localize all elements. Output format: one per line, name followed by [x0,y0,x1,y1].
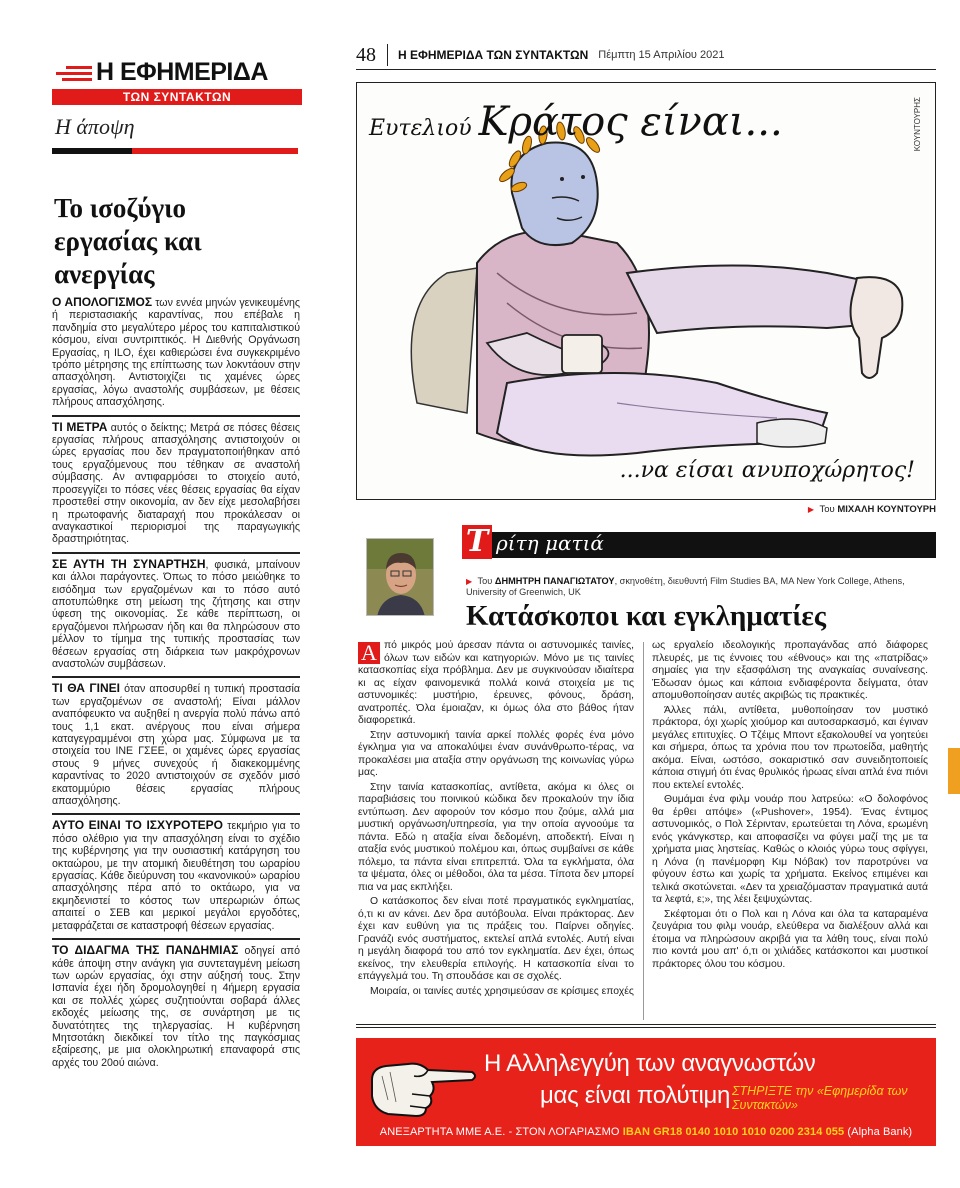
ad-account-label: ΑΝΕΞΑΡΤΗΤΑ ΜΜΕ Α.Ε. - ΣΤΟΝ ΛΟΓΑΡΙΑΣΜΟ [379,1126,620,1138]
paragraph-lead: ΤΙ ΘΑ ΓΙΝΕΙ [52,681,120,696]
column-label-text: ρίτη ματιά [496,531,604,555]
cartoon-drawing [357,83,936,500]
bank-name: (Alpha Bank) [847,1126,913,1138]
section-divider [52,148,298,154]
column-paragraph [358,640,634,728]
column-paragraph: ως εργαλείο ιδεολογικής προπαγάνδας από διάφορες πλευρές, με τις έννοιες του «έθνους» και της «πατρίδας» σημαίες για την εξασφάλιση της αναγκαίας συναίνεσης. Έδωσαν όμως και κάποια ενδιαφέροντα δείγματα, όταν απομυθοποίησαν αυτές ακριβώς τις πρακτικές. [652,640,928,701]
masthead [52,58,302,105]
triangle-icon: ▶ [807,505,815,514]
masthead-title: Η ΕΦΗΜΕΡΙΔΑ [96,58,268,86]
paper-name: Η ΕΦΗΜΕΡΙΔΑ ΤΩΝ ΣΥΝΤΑΚΤΩΝ [398,47,589,62]
left-paragraph [52,552,300,671]
ad-headline-1: Η Αλληλεγγύη των αναγνωστών [484,1050,816,1077]
iban-number: GR18 0140 1010 1010 0200 2314 055 [653,1126,845,1138]
cartoon-caption-top [369,99,783,145]
column-paragraph: Σκέφτομαι ότι ο Πολ και η Λόνα και όλα τα καταραμένα ζευγάρια του φιλμ νουάρ, ελεύθερα να διαλέξουν αλλά και έτοιμα να πληρώσουν ακριβά για τα λάθη τους, είναι πολύ πιο κοντά μου απ' ό,τι οι χιλιάδες κατάσκοποι και μυστικοί πράκτορες όλου του κόσμου. [652,908,928,970]
solidarity-ad [356,1038,936,1146]
ad-headline-2: μας είναι πολύτιμη [540,1082,731,1109]
column-label [462,524,604,559]
page-header [356,40,936,70]
author-photo [366,538,434,616]
paragraph-text: οδηγεί από κάθε άποψη στην ανάγκη για συντεταγμένη μείωση των ωρών εργασίας, όχι στην αύξησή τους. Στην Ισπανία έχει ήδη δρομολογηθεί η 4ήμερη εργασία και σε πολλές χώρες συζητιούνται σοβαρά άλλες εκδοχές μείωσης της, σε συνάρτηση με τις δυνατότητες της τηλεργασίας. Η κυβέρνηση Μητσοτάκη διεκδικεί τον τίτλο της παγκόσμιας εξαίρεσης, με μια ολοκληρωτική επαναφορά στις αρχές του 20ού αιώνα. [52,945,301,1069]
column-label-initial: Τ [462,525,492,559]
cartoon-caption-bottom: ...να είσαι ανυποχώρητος! [619,458,915,483]
cartoon-caption-big: Κράτος είναι... [478,99,783,145]
column-paragraph: Ο κατάσκοπος δεν είναι ποτέ πραγματικός εγκληματίας, ό,τι κι αν κάνει. Δεν δρα αυτόβουλα. Είναι πράκτορας. Δεν έχει καν ευθύνη για τις πράξεις του. Παίρνει οδηγίες. Γρανάζι ενός συστήματος, εκτελεί απλά εντολές. Αυτή είναι η μεγάλη διαφορά του από τον εγκληματία. Δεν έχει, όπως εκείνος, την ελευθερία επιλογής. Η κατασκοπία είναι το επάγγελμά του. Τη σπουδάσε και σε σχολές. [358,896,634,982]
masthead-subtitle: ΤΩΝ ΣΥΝΤΑΚΤΩΝ [52,89,302,105]
paragraph-lead: Ο ΑΠΟΛΟΓΙΣΜΟΣ [52,295,153,309]
left-paragraph [52,415,300,546]
byline-author: ΔΗΜΗΤΡΗ ΠΑΝΑΓΙΩΤΑΤΟΥ [494,576,615,586]
paragraph-text: αυτός ο δείκτης; Μετρά σε πόσες θέσεις εργασίας πλήρους απασχόλησης αντιστοιχούν οι ώρες εργασίας που δεν πραγματοποιήθηκαν από τους εργαζόμενους που τέθηκαν σε αναστολή σύμβασης. Αν αντιφαρμόσει το στοιχείο αυτό, προσεγγίζει το πόσες νέες θέσεις εργασίας θα είχαν προστεθεί στην οικονομία, αν δεν είχε μεσολαβήσει η πρωτοφανής διαταραχή που προκάλεσαν οι αναγκαστικοί περιορισμοί της παραγωγικής δραστηριότητας. [52,421,300,546]
column-divider [643,642,644,1020]
left-paragraph [52,813,300,932]
section-label: Η άποψη [55,114,135,139]
paragraph-lead: ΤΟ ΔΙΔΑΓΜΑ ΤΗΣ ΠΑΝΔΗΜΙΑΣ [52,943,239,958]
page-number: 48 [356,44,388,66]
paragraph-lead: ΣΕ ΑΥΤΗ ΤΗ ΣΥΝΑΡΤΗΣΗ [52,556,206,571]
column-paragraph: Θυμάμαι ένα φιλμ νουάρ που λατρεύω: «Ο δολοφόνος θα έρθει απόψε» («Pushover», 1954). Ένας έντιμος αστυνομικός, ο Πολ Σέρινταν, ερωτεύεται τη Λόνα, ερωμένη ενός γκάνγκστερ, και αποφασίζει να φύγει μαζί της με τα χρήματα μιας ληστείας. Καθώς ο κλοιός γύρω τους σφίγγει, η Λόνα (η πανέμορφη Κιμ Νόβακ) τον παροτρύνει να φύγουν έστω και χωρίς τα χρήματα. Εκείνος επιμένει και τελικά σκοτώνεται. «Δεν τα χρειαζόμασταν πραγματικά αυτά τα λεφτά, ε;», της λέει ξεψυχώντας. [652,794,928,905]
paragraph-text: , φυσικά, μπαίνουν και άλλοι παράγοντες. Όπως το πόσο μειώθηκε το εισόδημα των εργαζομένων και το πόσο αυτό αποτυπώθηκε στη μείωση της ζήτησης και στην ύφεση της οικονομίας. Σε κάθε περίπτωση, οι εργαζόμενοι πλήρωσαν ήδη και θα πληρώσουν στο μέλλον το τίμημα της τυπικής προστασίας των θέσεων εργασίας στη διάρκεια των μακρόχρονων αναστολών συμβάσεων. [52,558,300,670]
triangle-icon: ▶ [466,577,473,586]
speed-lines-icon [52,64,92,82]
page-edge-tab [948,748,960,794]
paragraph-text: των εννέα μηνών γενικευμένης ή περιστασιακής καραντίνας, που επέβαλε η πανδημία στο μεγαλύτερο μέρος του καπιταλιστικού κόσμου, είναι συντριπτικός. Η Διεθνής Οργάνωση Εργασίας, η ILO, έχει καθιερώσει ένα συγκεκριμένο τρόπο μέτρησης της επίπτωσης των λοκντάουν στην απασχόληση. Αντιστοιχίζει τις χαμένες ώρες εργασίας, λόγω αναστολής συμβάσεων, με θέσεις πλήρους απασχόλησης. [52,297,300,409]
pointing-hand-icon [368,1050,480,1120]
column-text-1 [358,640,634,1000]
credit-prefix: Του [819,504,835,515]
ad-footer [356,1126,936,1138]
column-paragraph: Στην αστυνομική ταινία αρκεί πολλές φορές ένα μόνο έγκλημα για να αποκαλύψει έναν συνάνθρωπο-τέρας, να προκαλέσει μια αταξία στην οργάνωση της κοινωνίας γύρω μας. [358,729,634,778]
paragraph-lead: ΤΙ ΜΕΤΡΑ [52,419,108,434]
ad-call-to-action: ΣΤΗΡΙΞΤΕ την «Εφημερίδα των Συντακτών» [732,1084,908,1112]
byline [466,576,936,598]
left-paragraph [52,938,300,1069]
cartoon-credit [356,504,936,515]
divider [356,1024,936,1028]
column-title: Κατάσκοποι και εγκληματίες [466,600,826,632]
column-paragraph: Μοιραία, οι ταινίες αυτές χρησιμεύσαν σε κρίσιμες εποχές [370,985,634,997]
drop-cap: Α [358,642,380,664]
cartoon [356,82,936,500]
paragraph-text: όταν αποσυρθεί η τυπική προστασία των εργαζομένων σε αναστολή; Είναι μάλλον αναπόφευκτο να αυξηθεί η ανεργία πολύ πάνω από τους 1,1 εκατ. ανέργους που είναι σήμερα καταγεγραμμένοι στη χώρα μας. Σύμφωνα με τα στοιχεία του ΙΝΕ ΓΣΕΕ, οι χαμένες ώρες εργασίας στους 9 μήνες συνεχούς ή διακεκομμένης καραντίνας το 2020 αντιστοιχούν σε σχεδόν μισό εκατομμύριο θέσεις εργασίας πλήρους απασχόλησης. [52,683,301,808]
byline-bio: , σκηνοθέτη, διευθυντή Film Studies BA, MA New York College, Athens, University of Greenwich, UK [466,576,905,597]
paragraph-text: πό μικρός μού άρεσαν πάντα οι αστυνομικές ταινίες, όλων των ειδών και κατηγοριών. Μόνο με τις ταινίες κατασκοπίας είχα πρόβλημα. Δεν με συγκινούσαν ιδιαίτερα κι ας είχαν φαινομενικά πολλά κοινά στοιχεία με τις αστυνομικές: μυστήριο, έρευνες, φόνους, δράση, ανατροπές. Όλα έμοιαζαν, κι όμως όλα στο βάθος ήταν διαφορετικά. [358,640,634,726]
paragraph-lead: ΑΥΤΟ ΕΙΝΑΙ ΤΟ ΙΣΧΥΡΟΤΕΡΟ [52,818,224,833]
column-paragraph: Άλλες πάλι, αντίθετα, μυθοποίησαν τον μυστικό πράκτορα, όχι χωρίς χιούμορ και αυτοσαρκασμό, και έγιναν μεγάλες επιτυχίες. Ο Τζέιμς Μποντ εξακολουθεί να γοητεύει και σήμερα, όπως τα χρόνια που τον πρωτοείδα, μαθητής ακόμα. Είναι, ωστόσο, σοκαριστικό σαν συνειδητοποιείς κάποια στιγμή ότι ένας θρυλικός ήρωας είναι απλά ένα πιόνι που εκτελεί εντολές. [652,704,928,791]
column-paragraph: Στην ταινία κατασκοπίας, αντίθετα, ακόμα κι όλες οι παραβιάσεις του ποινικού κώδικα δεν προκαλούν την ίδια εντύπωση. Δεν αφορούν τον κόσμο που ζούμε, αλλά μια μυστική οργάνωση/υπηρεσία, για την οποία αγνοούμε τα πάντα. Εδώ η αταξία είναι δεδομένη, αποδεκτή. Είναι η αταξία ενός μυστικού πολέμου και, όπως συμβαίνει σε κάθε πόλεμο, τα πάντα είναι επιτρεπτά. Όλα τα εγκλήματα, όλα τα ψέματα, όλες οι μέθοδοι, όλα τα μέσα. Τίποτα δεν μπορεί πια να μας εκπλήξει. [358,781,634,893]
credit-name: ΜΙΧΑΛΗ ΚΟΥΝΤΟΥΡΗ [837,504,936,515]
cartoon-signature: ΚΟΥΝΤΟΥΡΗΣ [913,97,922,152]
left-paragraph [52,296,300,409]
byline-prefix: Του [477,576,493,586]
cartoon-caption-small: Ευτελιού [369,116,472,141]
left-paragraph [52,676,300,807]
issue-date: Πέμπτη 15 Απριλίου 2021 [598,48,725,61]
paragraph-text: τεκμήριο για το πόσο ολέθριο για την απασχόληση είναι το σχέδιο της κυβέρνησης για την ουσιαστική κατάργηση του οκταώρου, με την ατομική διευθέτηση του ωραρίου εργασίας. Κάθε διεύρυνση του «κανονικού» ωραρίου απασχόλησης πέρα από το οκτάωρο, για να εκμηδενιστεί το κόστος των υπερωριών όπως απαιτεί ο ΣΕΒ και μερικοί μεγάλοι εργοδότες, μεταφράζεται σε καταστροφή θέσεων εργασίας. [52,820,300,932]
left-article-title: Το ισοζύγιο εργασίας και ανεργίας [54,193,202,289]
left-article-body [52,296,300,1073]
column-text-2 [652,640,928,973]
iban-label: IBAN [622,1126,650,1138]
